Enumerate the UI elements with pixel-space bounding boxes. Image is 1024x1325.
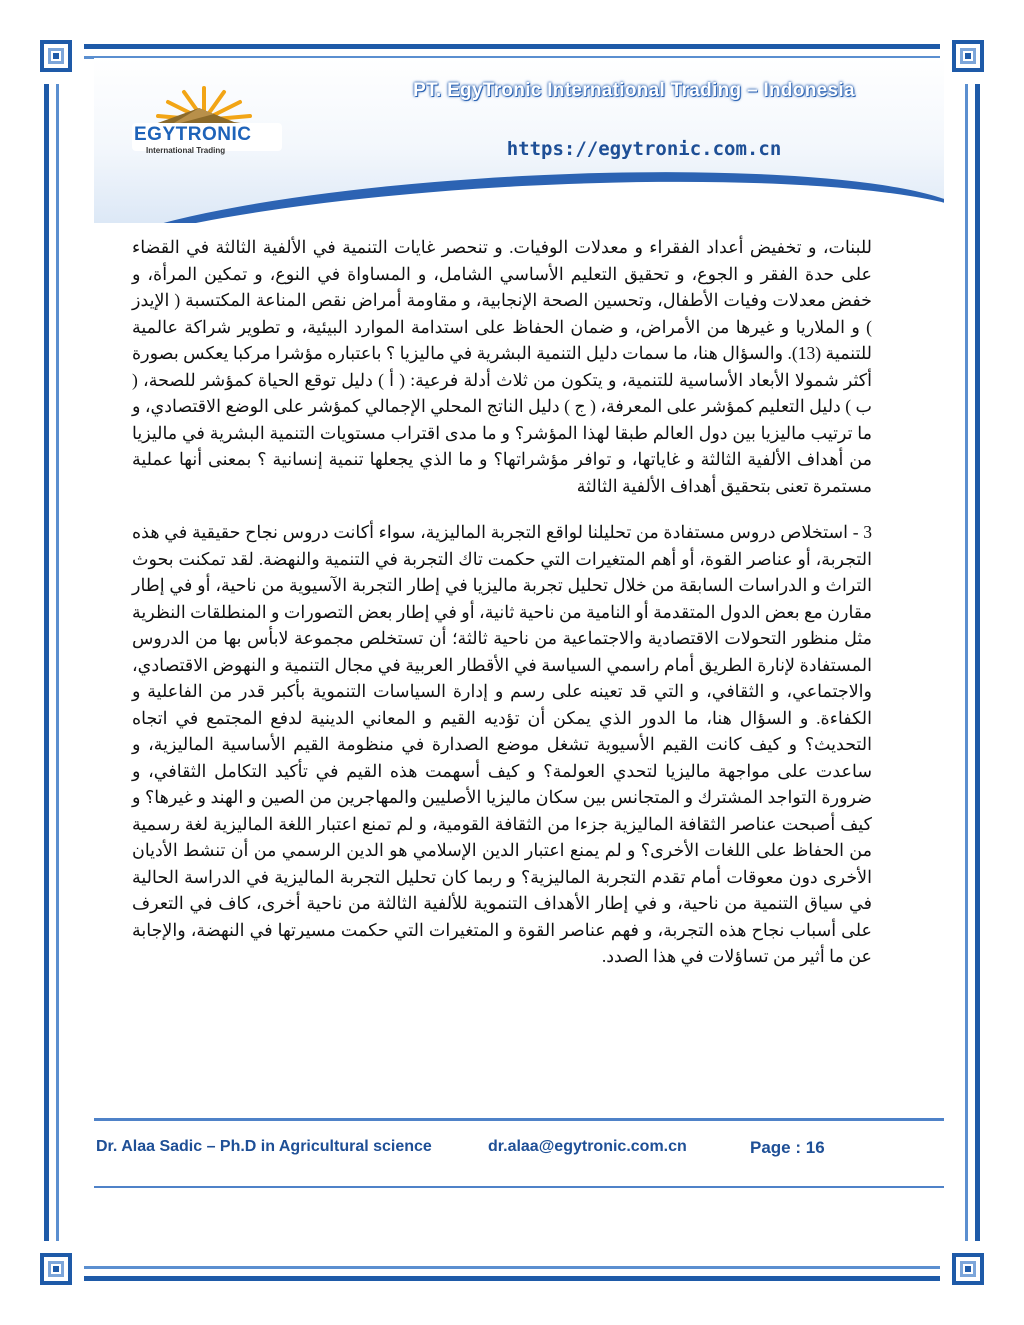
frame-corner-ornament [34, 34, 78, 78]
frame-corner-ornament [34, 1247, 78, 1291]
frame-corner-ornament [946, 1247, 990, 1291]
footer-divider [94, 1186, 944, 1188]
footer-email[interactable]: dr.alaa@egytronic.com.cn [488, 1138, 687, 1155]
company-url[interactable]: https://egytronic.com.cn [506, 138, 782, 160]
frame-corner-ornament [946, 34, 990, 78]
page-header [94, 58, 944, 223]
paragraph: 3 - استخلاص دروس مستفادة من تحليلنا لواقع التجربة الماليزية، سواء أكانت دروس نجاح حقيقية في هذه التجربة، أو عناصر القوة، أو أهم المتغيرات التي حكمت تاك التجربة في التنمية والنهضة. لقد تمكنت بحوث التراث و الدراسات السابقة من خلال تحليل تجربة ماليزيا في إطار التجربة الآسيوية من ناحية، أو في إطار مقارن مع بعض الدول المتقدمة أو النامية من ناحية ثانية، أو في إطار بعض التصورات و المنطلقات النظرية مثل منظور التحولات الاقتصادية والاجتماعية من ناحية ثالثة؛ أن تستخلص مجموعة لابأس بها من الدروس المستفادة لإنارة الطريق أمام راسمي السياسة في الأقطار العربية في مجال التنمية و النهوض الاقتصادي، والاجتماعي، و الثقافي، و التي قد تعينه على رسم و إدارة السياسات التنموية بأكبر قدر من الفاعلية و الكفاءة. و السؤال هنا، ما الدور الذي يمكن أن تؤديه القيم و المعاني الدينية لدفع المجتمع في اتجاه التحديث؟ و كيف كانت القيم الأسيوية تشغل موضع الصدارة في منظومة القيم الأساسية الماليزية، و ساعدت على مواجهة ماليزيا لتحدي العولمة؟ و كيف أسهمت هذه القيم في تأكيد التكامل الثقافي، و ضرورة التواجد المشترك و المتجانس بين سكان ماليزيا الأصليين والمهاجرين من الصين و الهند و غيرها؟ و كيف أصبحت عناصر الثقافة الماليزية جزءا من الثقافة القومية، و لم تمنع اعتبار اللغة الماليزية لغة رسمية من الحفاظ على اللغات الأخرى؟ و لم يمنع اعتبار الدين الإسلامي هو الدين الرسمي من أن تنشط الأديان الأخرى دون معوقات أمام تقدم التجربة الماليزية؟ و ربما كان تحليل التجربة الماليزية في الدراسة الحالية في سياق التنمية من ناحية، و في إطار الأهداف التنموية للألفية الثالثة من ناحية أخرى، كاف في التعرف على أسباب نجاح هذه التجربة، و فهم عناصر القوة و المتغيرات التي حكمت مسيرتها في النهضة، والإجابة عن ما أثير من تساؤلات في هذا الصدد. [132, 522, 872, 966]
article-body [132, 234, 872, 970]
footer-divider [94, 1118, 944, 1121]
company-title: PT. EgyTronic International Trading – Indonesia [413, 80, 855, 101]
logo-tagline: International Trading [146, 146, 226, 155]
page-number: Page : 16 [750, 1138, 825, 1157]
footer-author: Dr. Alaa Sadic – Ph.D in Agricultural science [96, 1138, 432, 1155]
company-logo [124, 78, 284, 178]
paragraph: للبنات، و تخفيض أعداد الفقراء و معدلات الوفيات. و تنحصر غايات التنمية في الألفية الثالثة في القضاء على حدة الفقر و الجوع، و تحقيق التعليم الأساسي الشامل، و المساواة في النوع، و تمكين المرأة، و خفض معدلات وفيات الأطفال، وتحسين الصحة الإنجابية، و مقاومة أمراض نقص المناعة المكتسبة ( الإيدز ) و الملاريا و غيرها من الأمراض، و ضمان الحفاظ على استدامة الموارد البيئية، و تطوير شراكة عالمية للتنمية (13). والسؤال هنا، ما سمات دليل التنمية البشرية في ماليزيا ؟ باعتباره مؤشرا مركبا يعكس بصورة أكثر شمولا الأبعاد الأساسية للتنمية، و يتكون من ثلاث أدلة فرعية: ( أ ) دليل توقع الحياة كمؤشر للصحة، ( ب ) دليل التعليم كمؤشر على المعرفة، ( ج ) دليل الناتج المحلي الإجمالي كمؤشر على الوضع الاقتصادي، و ما ترتيب ماليزيا بين دول العالم طبقا لهذا المؤشر؟ و ما مدى اقتراب مستويات التنمية البشرية في ماليزيا من أهداف الألفية الثالثة و غاياتها، و توافر مؤشراتها؟ و ما الذي يجعلها تنمية إنسانية ؟ بمعنى أنها عملية مستمرة تعنى بتحقيق أهداف الألفية الثالثة [132, 237, 872, 496]
logo-wordmark: EGYTRONIC [134, 124, 252, 145]
